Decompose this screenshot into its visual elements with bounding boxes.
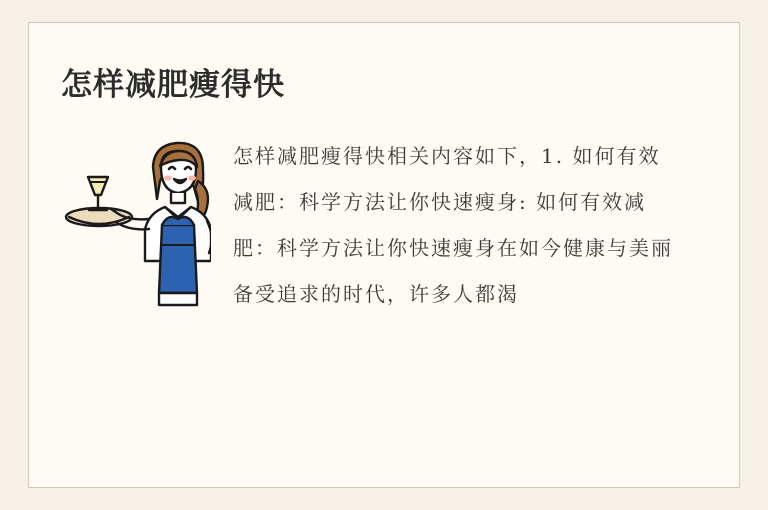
waitress-illustration (61, 133, 211, 323)
article-text: 怎样减肥瘦得快相关内容如下，1. 如何有效减肥：科学方法让你快速瘦身: 如何有效减肥：科学方法让你快速瘦身在如今健康与美丽备受追求的时代，许多人都渴 (233, 144, 673, 306)
page-title: 怎样减肥瘦得快 (61, 67, 285, 103)
article-body (61, 133, 715, 323)
content-card (28, 22, 740, 488)
